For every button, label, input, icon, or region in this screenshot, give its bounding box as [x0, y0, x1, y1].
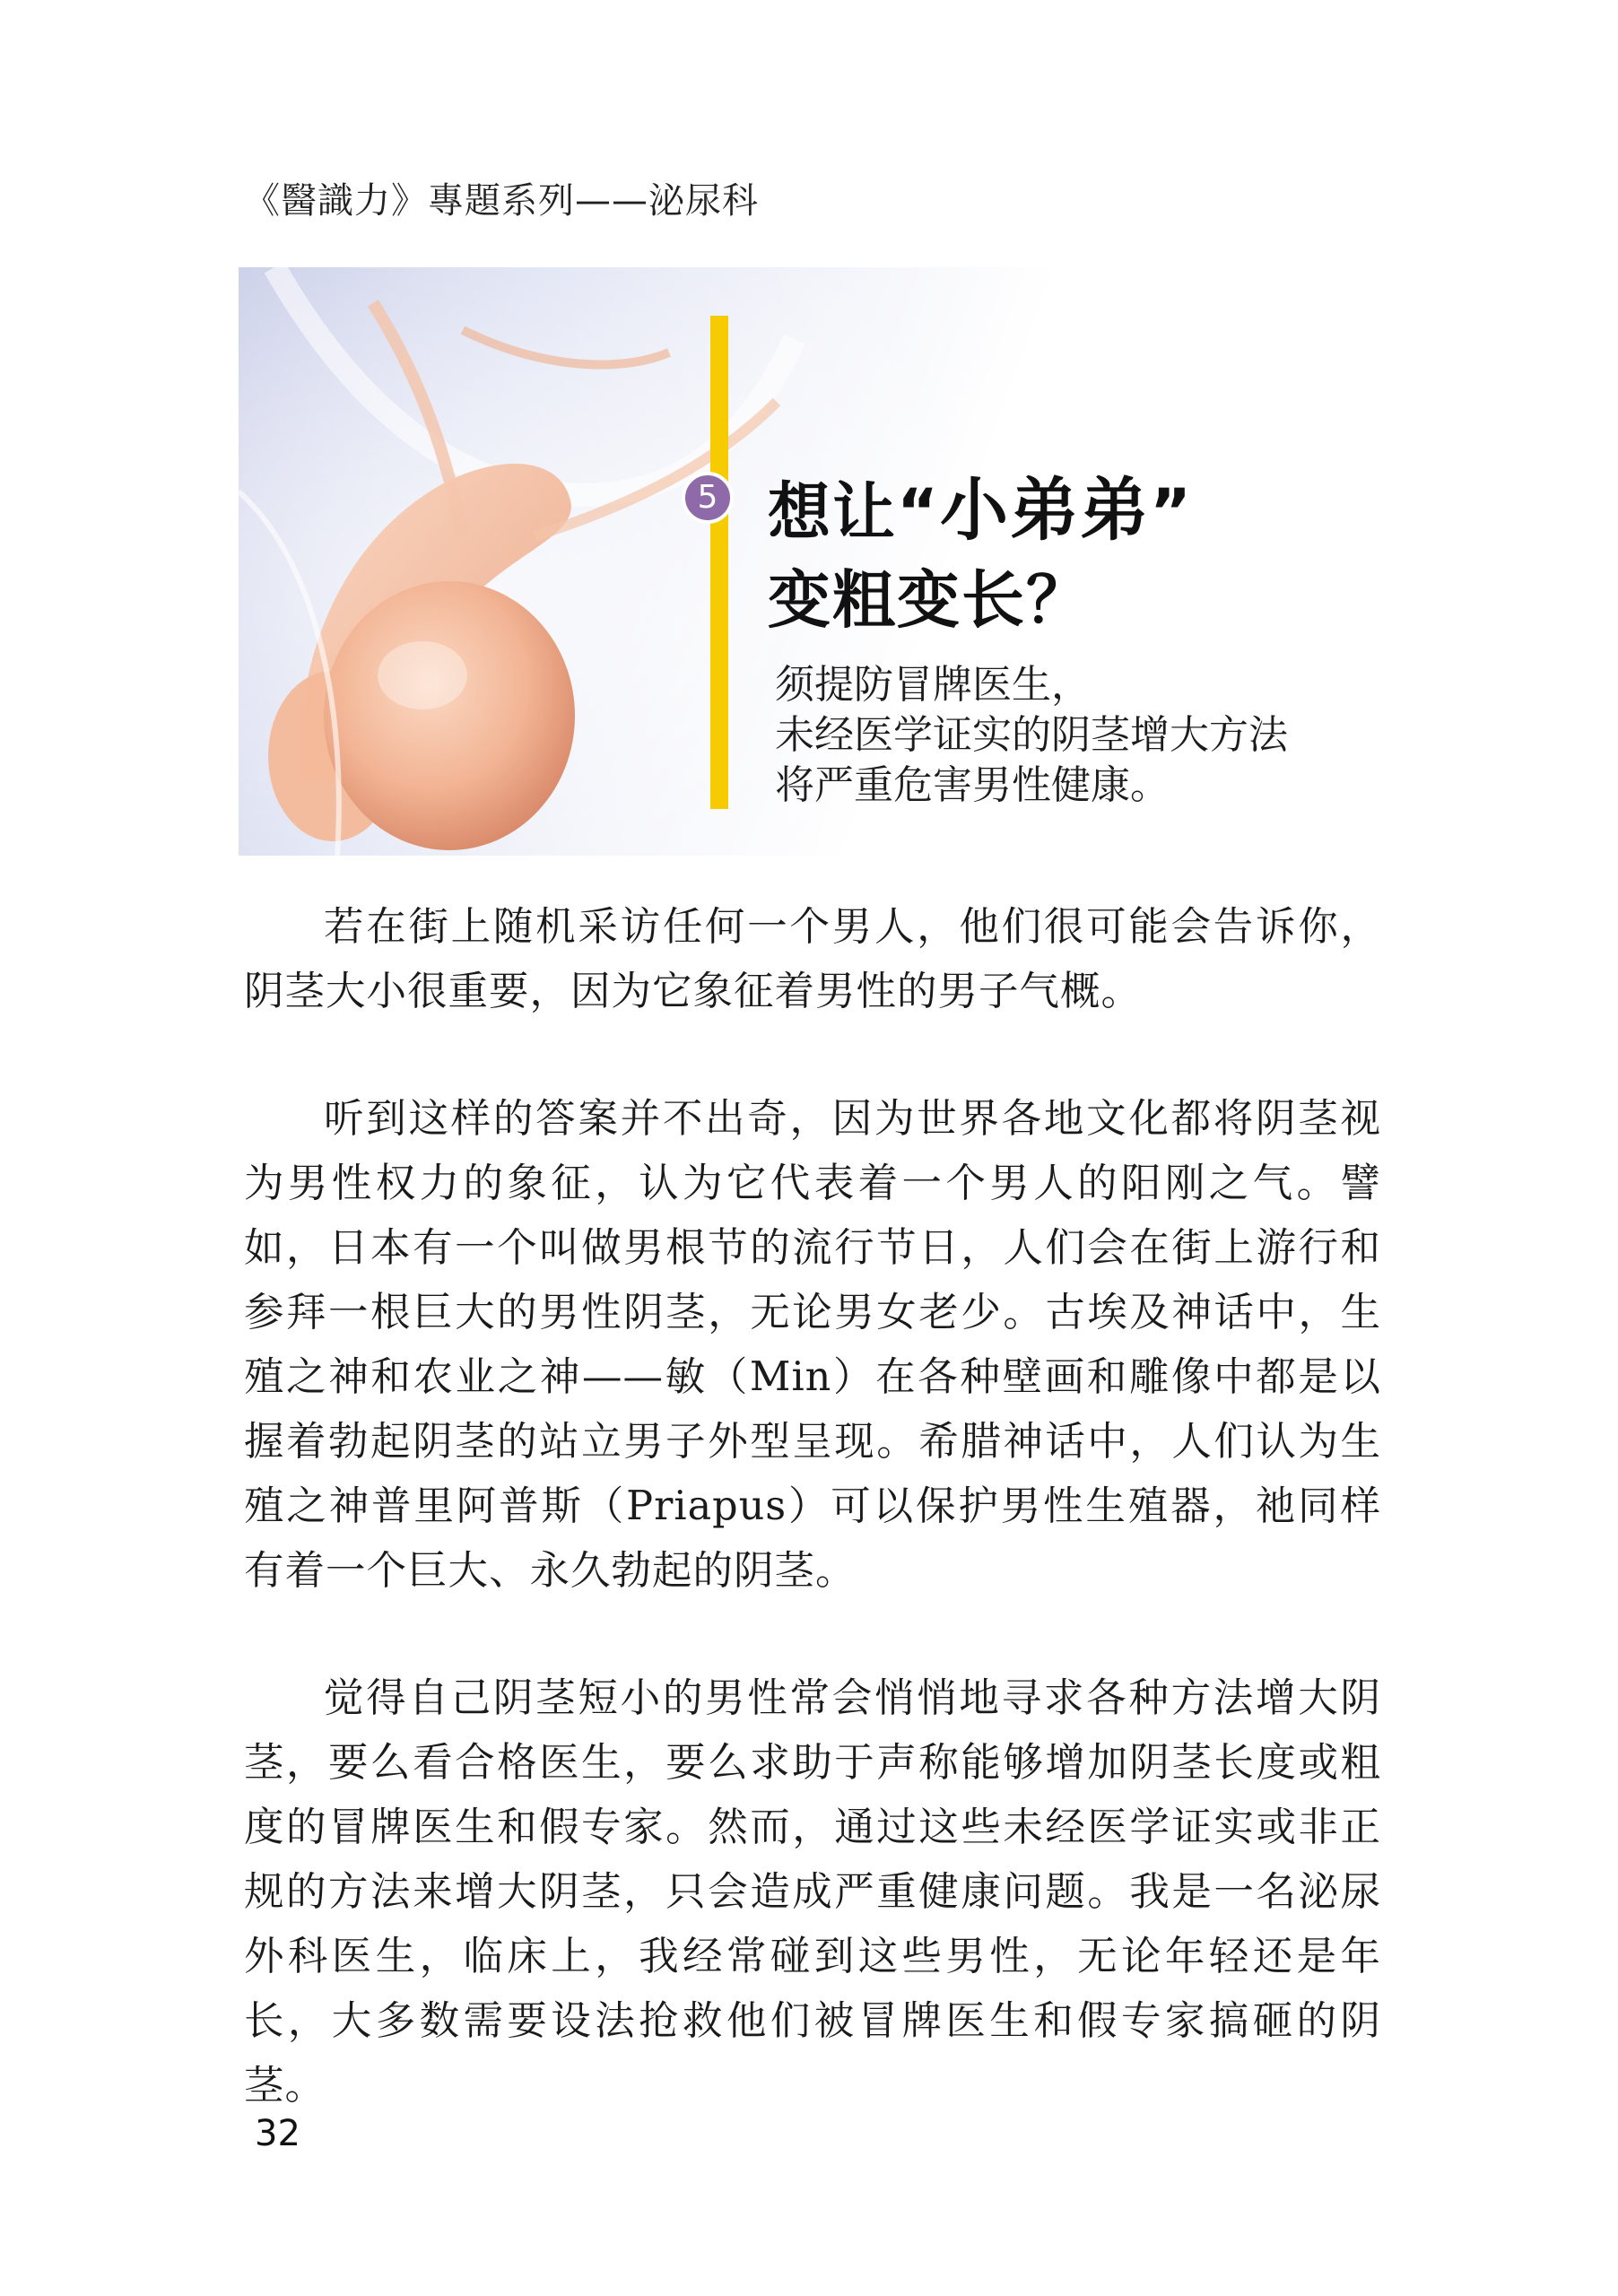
page-number: 32	[255, 2113, 300, 2154]
article-body	[244, 895, 1381, 2118]
accent-bar	[710, 316, 728, 809]
title-prefix: 想让“	[768, 475, 941, 549]
subtitle-line: 未经医学证实的阴茎增大方法	[775, 712, 1288, 758]
paragraph: 听到这样的答案并不出奇，因为世界各地文化都将阴茎视为男性权力的象征，认为它代表着一个男人的阳刚之气。譬如，日本有一个叫做男根节的流行节日，人们会在街上游行和参拜一根巨大的男性阴茎，无论男女老少。古埃及神话中，生殖之神和农业之神——敏（Min）在各种壁画和雕像中都是以握着勃起阴茎的站立男子外型呈现。希腊神话中，人们认为生殖之神普里阿普斯（Priapus）可以保护男性生殖器，祂同样有着一个巨大、永久勃起的阴茎。	[244, 1096, 1381, 1594]
paragraph: 觉得自己阴茎短小的男性常会悄悄地寻求各种方法增大阴茎，要么看合格医生，要么求助于声称能够增加阴茎长度或粗度的冒牌医生和假专家。然而，通过这些未经医学证实或非正规的方法来增大阴茎，只会造成严重健康问题。我是一名泌尿外科医生，临床上，我经常碰到这些男性，无论年轻还是年长，大多数需要设法抢救他们被冒牌医生和假专家搞砸的阴茎。	[244, 1675, 1381, 2109]
article-subtitle	[775, 660, 1288, 811]
title-highlight: 小弟弟	[940, 470, 1151, 550]
title-line-1	[768, 466, 1193, 556]
title-line-2: 变粗变长？	[768, 563, 1091, 637]
subtitle-line: 将严重危害男性健康。	[775, 762, 1170, 808]
article-number-badge: 5	[682, 472, 734, 524]
subtitle-line: 须提防冒牌医生，	[775, 662, 1091, 708]
article-title	[768, 466, 1193, 644]
running-head: 《醫識力》專題系列——泌尿科	[244, 180, 759, 222]
paragraph: 若在街上随机采访任何一个男人，他们很可能会告诉你，阴茎大小很重要，因为它象征着男性的男子气概。	[244, 904, 1381, 1014]
title-suffix: ”	[1150, 475, 1194, 549]
